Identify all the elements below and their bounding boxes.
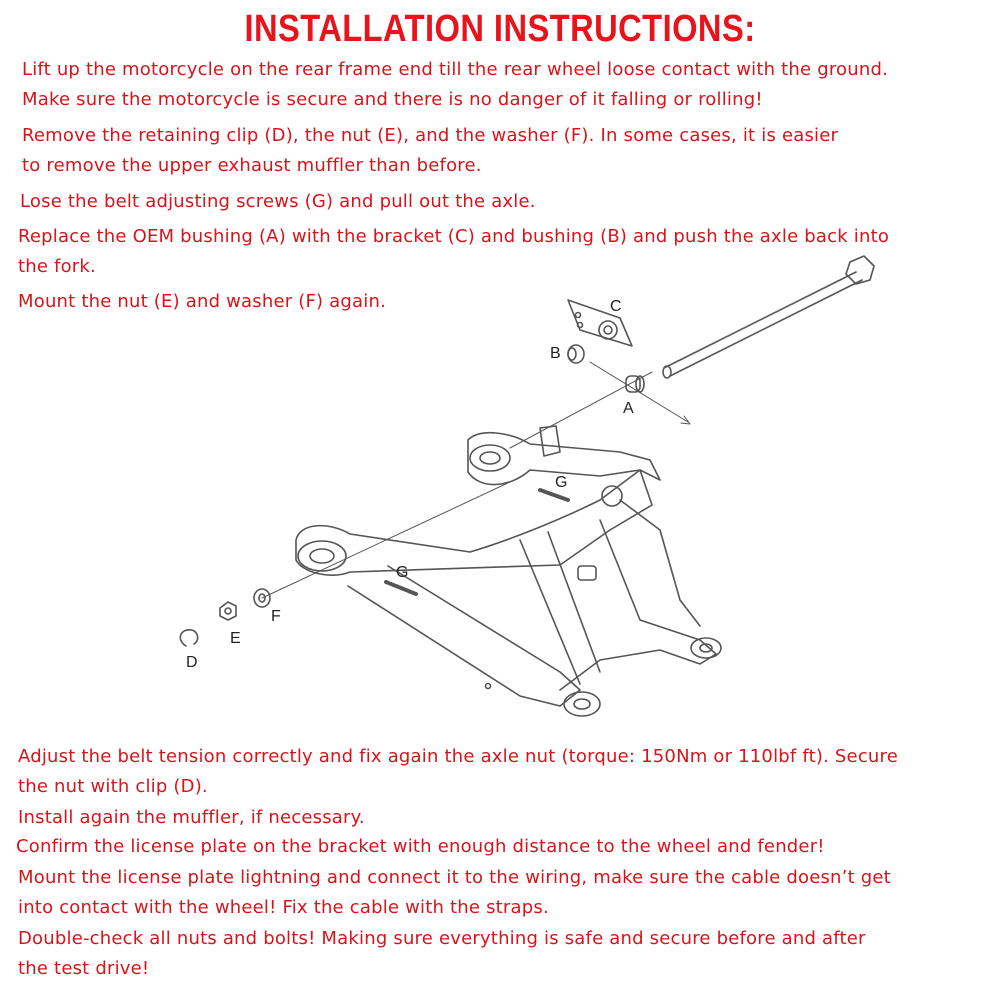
instruction-line: Double-check all nuts and bolts! Making sure everything is safe and secure before and after [18,928,866,949]
swingarm-frame [296,426,721,716]
instruction-line: Confirm the license plate on the bracket with enough distance to the wheel and fender! [16,836,825,857]
instruction-line: Adjust the belt tension correctly and fix again the axle nut (torque: 150Nm or 110lbf ft). Secure [18,746,898,767]
label-c: C [610,298,622,315]
bracket-part [568,300,632,346]
instruction-line: the fork. [18,256,96,277]
instruction-line: Remove the retaining clip (D), the nut (E), and the washer (F). In some cases, it is easier [22,125,839,146]
instruction-line: into contact with the wheel! Fix the cable with the straps. [18,897,549,918]
instruction-line: the test drive! [18,958,150,979]
adjusting-screw-part [386,490,568,594]
axle-part [663,256,874,378]
retaining-clip-part [180,630,197,646]
label-e: E [230,630,241,647]
bushing-b-part [568,345,584,363]
label-a: A [623,400,634,417]
instruction-line: Lose the belt adjusting screws (G) and pull out the axle. [20,191,536,212]
nut-part [220,602,236,620]
label-b: B [550,345,561,362]
instruction-line: Install again the muffler, if necessary. [18,807,365,828]
instruction-line: Replace the OEM bushing (A) with the bracket (C) and bushing (B) and push the axle back into [18,226,890,247]
instruction-line: the nut with clip (D). [18,776,208,797]
page-title: INSTALLATION INSTRUCTIONS: [244,8,756,50]
instruction-line: Make sure the motorcycle is secure and there is no danger of it falling or rolling! [22,89,763,110]
label-f: F [271,608,281,625]
label-d: D [186,654,198,671]
instruction-line: to remove the upper exhaust muffler than before. [22,155,482,176]
instruction-line: Lift up the motorcycle on the rear frame end till the rear wheel loose contact with the ground. [22,59,889,80]
instruction-line: Mount the license plate lightning and connect it to the wiring, make sure the cable doesn’t get [18,867,891,888]
label-g-lower: G [396,564,409,581]
swingarm-diagram [130,250,890,730]
instruction-line: Mount the nut (E) and washer (F) again. [18,291,386,312]
label-g-upper: G [555,474,568,491]
